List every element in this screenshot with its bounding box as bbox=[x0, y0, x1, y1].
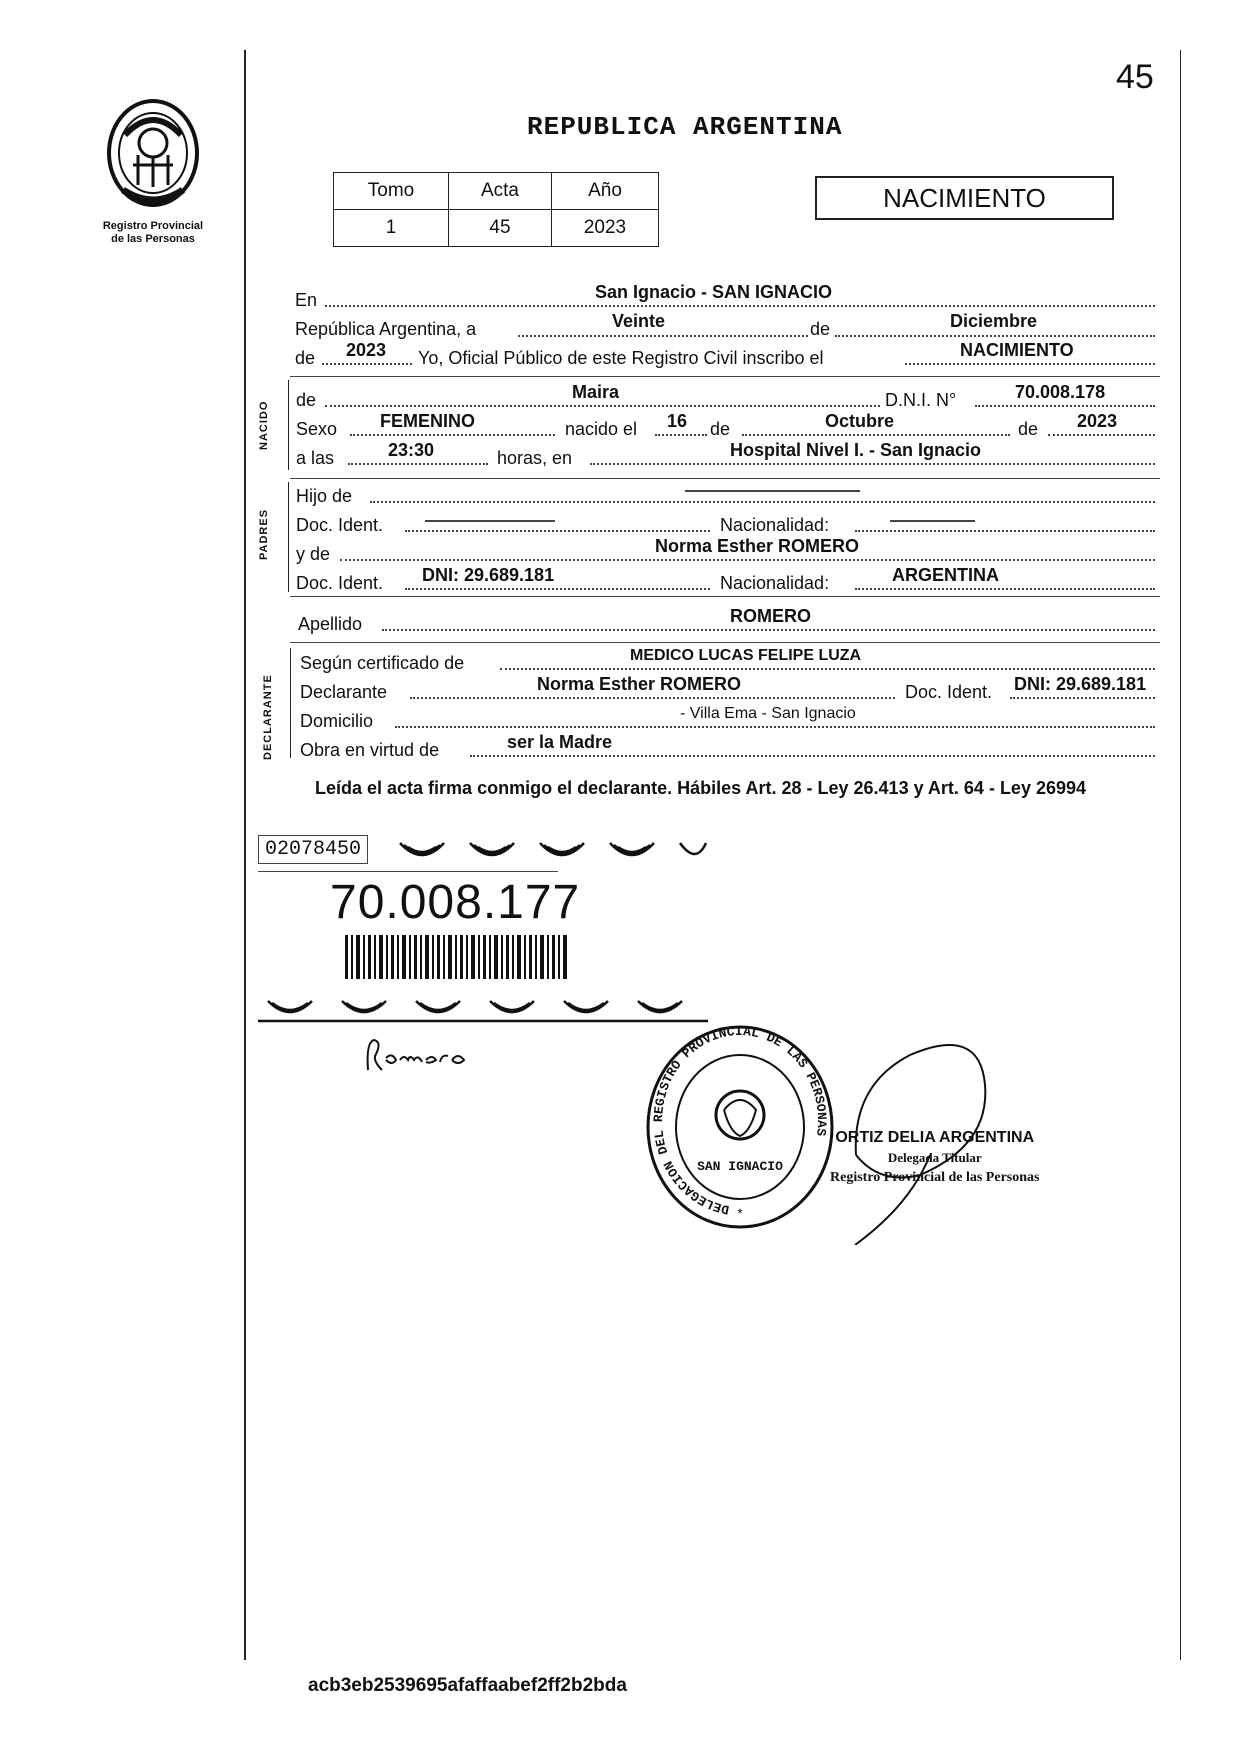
section-bracket bbox=[290, 648, 291, 758]
child-name: Maira bbox=[572, 382, 620, 402]
dotted-line bbox=[518, 335, 808, 337]
dotted-line bbox=[1048, 434, 1155, 436]
dotted-line bbox=[325, 305, 1155, 307]
dotted-line bbox=[322, 363, 412, 365]
barcode-icon bbox=[345, 935, 570, 979]
mother-doc: DNI: 29.689.181 bbox=[422, 565, 555, 585]
value-tomo: 1 bbox=[334, 210, 449, 247]
section-rule bbox=[290, 478, 1160, 479]
page-number: 45 bbox=[1116, 58, 1154, 96]
horas-label: horas, en bbox=[497, 448, 573, 468]
dotted-line bbox=[500, 668, 1155, 670]
sexo-label: Sexo bbox=[296, 419, 338, 439]
cert-label: Según certificado de bbox=[300, 653, 465, 673]
header-tomo: Tomo bbox=[334, 173, 449, 210]
yde-label: y de bbox=[296, 544, 331, 564]
declarante-doc: DNI: 29.689.181 bbox=[1014, 674, 1147, 694]
left-margin-rule bbox=[244, 50, 246, 1660]
dotted-line bbox=[325, 405, 880, 407]
logo-org-line2: de las Personas bbox=[111, 233, 195, 245]
logo-org-line1: Registro Provincial bbox=[102, 220, 204, 232]
de-label: de bbox=[296, 390, 317, 410]
padres-side-label: PADRES bbox=[258, 508, 270, 560]
svg-text:*: * bbox=[737, 1205, 743, 1221]
dni-label: D.N.I. N° bbox=[885, 390, 957, 410]
record-type-box: NACIMIENTO bbox=[815, 176, 1114, 220]
dotted-line bbox=[835, 335, 1155, 337]
official-org: Registro Provincial de las Personas bbox=[830, 1170, 1040, 1185]
mother-nationality: ARGENTINA bbox=[892, 565, 999, 585]
value-ano: 2023 bbox=[552, 210, 659, 247]
dotted-line bbox=[855, 530, 1155, 532]
birth-day: 16 bbox=[667, 411, 688, 431]
dotted-line bbox=[370, 501, 1155, 503]
registry-logo bbox=[88, 95, 218, 255]
dotted-line bbox=[855, 588, 1155, 590]
nacido-label: nacido el bbox=[565, 419, 638, 439]
section-rule bbox=[290, 642, 1160, 643]
place-value: San Ignacio - SAN IGNACIO bbox=[595, 282, 833, 302]
official-stamp bbox=[830, 1128, 1039, 1188]
value-acta: 45 bbox=[449, 210, 552, 247]
republica-label: República Argentina, a bbox=[295, 319, 477, 339]
dotted-line bbox=[905, 363, 1155, 365]
blank-father-doc bbox=[425, 520, 555, 522]
child-dni: 70.008.178 bbox=[1015, 382, 1106, 402]
birth-place: Hospital Nivel I. - San Ignacio bbox=[730, 440, 982, 460]
dotted-line bbox=[742, 434, 1010, 436]
day-value: Veinte bbox=[612, 311, 666, 331]
sticker-number: 70.008.177 bbox=[330, 876, 581, 929]
blank-father-line bbox=[685, 490, 860, 492]
official-role: Delegada Titular bbox=[887, 1150, 982, 1165]
de-label: de bbox=[1018, 419, 1039, 439]
section-rule bbox=[290, 596, 1160, 597]
section-bracket bbox=[288, 482, 289, 592]
doc-label: Doc. Ident. bbox=[905, 682, 993, 702]
dotted-line bbox=[382, 629, 1155, 631]
dotted-line bbox=[405, 588, 710, 590]
section-bracket bbox=[288, 380, 289, 470]
svg-text:DELEGACION DEL REGISTRO PROVIN: DELEGACION DEL REGISTRO PROVINCIAL DE LAS PERSONAS bbox=[650, 1023, 830, 1218]
de-label: de bbox=[295, 348, 316, 368]
legal-note: Leída el acta firma conmigo el declarante. Hábiles Art. 28 - Ley 26.413 y Art. 64 - Ley 26994 bbox=[315, 778, 1087, 798]
misiones-shield-icon bbox=[103, 95, 203, 215]
dotted-line bbox=[405, 530, 710, 532]
hijo-label: Hijo de bbox=[296, 486, 353, 506]
inscribo-value: NACIMIENTO bbox=[960, 340, 1074, 360]
header-acta: Acta bbox=[449, 173, 552, 210]
section-rule bbox=[290, 376, 1160, 377]
dotted-line bbox=[348, 463, 488, 465]
doc-label: Doc. Ident. bbox=[296, 515, 384, 535]
obra-label: Obra en virtud de bbox=[300, 740, 440, 760]
sexo-value: FEMENINO bbox=[380, 411, 476, 431]
dotted-line bbox=[590, 463, 1155, 465]
document-title: REPUBLICA ARGENTINA bbox=[527, 112, 843, 142]
record-table bbox=[333, 172, 659, 247]
dotted-line bbox=[470, 755, 1155, 757]
en-label: En bbox=[295, 290, 318, 310]
birth-month: Octubre bbox=[825, 411, 895, 431]
delegation-seal bbox=[640, 1020, 840, 1235]
year-value: 2023 bbox=[346, 340, 387, 360]
official-text: Yo, Oficial Público de este Registro Civil inscribo el bbox=[418, 348, 824, 368]
nacido-side-label: NACIDO bbox=[258, 400, 270, 450]
dotted-line bbox=[655, 434, 707, 436]
sticker-code: 02078450 bbox=[258, 835, 368, 864]
birth-time: 23:30 bbox=[388, 440, 435, 460]
nacionalidad-label: Nacionalidad: bbox=[720, 515, 830, 535]
dotted-line bbox=[410, 697, 895, 699]
dotted-line bbox=[340, 559, 1155, 561]
wave-pattern-icon bbox=[396, 835, 708, 869]
domicilio-label: Domicilio bbox=[300, 711, 374, 731]
doc-label: Doc. Ident. bbox=[296, 573, 384, 593]
dotted-line bbox=[350, 434, 555, 436]
document-hash: acb3eb2539695afaffaabef2ff2b2bda bbox=[308, 1675, 627, 1696]
blank-father-nat bbox=[890, 520, 975, 522]
birth-year: 2023 bbox=[1077, 411, 1118, 431]
month-value: Diciembre bbox=[950, 311, 1038, 331]
cert-value: MEDICO LUCAS FELIPE LUZA bbox=[630, 647, 862, 664]
sticker-rule bbox=[258, 871, 558, 872]
nacionalidad-label: Nacionalidad: bbox=[720, 573, 830, 593]
mother-name: Norma Esther ROMERO bbox=[655, 536, 860, 556]
apellido-value: ROMERO bbox=[730, 606, 811, 626]
romero-signature bbox=[360, 1030, 480, 1080]
svg-text:SAN IGNACIO: SAN IGNACIO bbox=[697, 1159, 783, 1174]
apellido-label: Apellido bbox=[298, 614, 363, 634]
declarante-side-label: DECLARANTE bbox=[262, 674, 274, 760]
obra-value: ser la Madre bbox=[507, 732, 613, 752]
alas-label: a las bbox=[296, 448, 335, 468]
official-name: ORTIZ DELIA ARGENTINA bbox=[835, 1129, 1035, 1146]
dotted-line bbox=[975, 405, 1155, 407]
de-label: de bbox=[710, 419, 731, 439]
right-margin-rule bbox=[1180, 50, 1181, 1660]
dotted-line bbox=[395, 726, 1155, 728]
domicilio-value: - Villa Ema - San Ignacio bbox=[680, 705, 856, 722]
declarante-label: Declarante bbox=[300, 682, 388, 702]
de-label: de bbox=[810, 319, 831, 339]
declarante-name: Norma Esther ROMERO bbox=[537, 674, 742, 694]
dotted-line bbox=[1010, 697, 1155, 699]
header-ano: Año bbox=[552, 173, 659, 210]
